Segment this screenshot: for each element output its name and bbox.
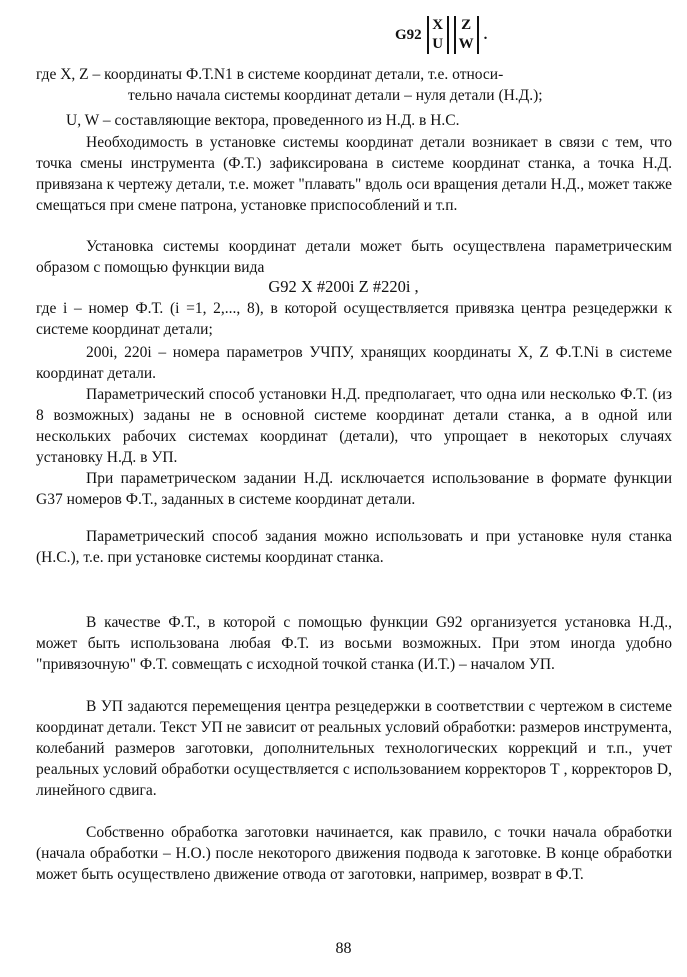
paragraph-necessity: Необходимость в установке системы координат детали возникает в связи с тем, что точка смены инструмента (Ф.Т.) зафиксирована в системе координат станка, а точка Н.Д. привязана к чертежу детали, т.е. может "плавать" вдоль оси вращения детали Н.Д., может также смещаться при смене патрона, установке приспособлений и т.п. (36, 134, 672, 214)
matrix-cell: Z (461, 17, 472, 33)
paragraph-where-i: где i – номер Ф.Т. (i =1, 2,..., 8), в которой осуществляется привязка центра резцедержки к системе координат детали; (36, 300, 672, 338)
paragraph-machine-zero: Параметрический способ задания можно использовать и при установке нуля станка (Н.С.), т.е. при установке системы координат станка. (36, 528, 672, 566)
definition-xz-line2: тельно начала системы координат детали – нуля детали (Н.Д.); (128, 87, 543, 104)
parametric-formula: G92 X #200i Z #220i , (268, 277, 419, 296)
formula-label: G92 (395, 26, 422, 43)
formula-g92 (395, 12, 487, 58)
matrix-cell: W (458, 36, 474, 52)
paragraph-g37: При параметрическом задании Н.Д. исключается использование в формате функции G37 номеров Ф.Т., заданных в системе координат детали. (36, 470, 672, 508)
definition-xz-line1: где X, Z – координаты Ф.Т.N1 в системе координат детали, т.е. относи- (36, 66, 504, 83)
formula-matrix-right (454, 16, 479, 54)
formula-matrix-left (427, 16, 449, 54)
paragraph-reference-point: В качестве Ф.Т., в которой с помощью функции G92 организуется установка Н.Д., может быть использована любая Ф.Т. из восьми возможных. При этом иногда удобно "привязочную" Ф.Т. совмещать с исходной точкой станка (И.Т.) – началом УП. (36, 614, 672, 673)
paragraph-machining-start: Собственно обработка заготовки начинается, как правило, с точки начала обработки (начала обработки – Н.О.) после некоторого движения подвода к заготовке. В конце обработки может быть осуществлено движение отвода от заготовки, например, возврат в Ф.Т. (36, 824, 672, 883)
matrix-cell: X (432, 17, 444, 33)
paragraph-parametric-setup: Установка системы координат детали может быть осуществлена параметрическим образом с помощью функции вида (36, 238, 672, 276)
definition-uw: U, W – составляющие вектора, проведенного из Н.Д. в Н.С. (66, 112, 460, 129)
paragraph-parametric-method: Параметрический способ установки Н.Д. предполагает, что одна или несколько Ф.Т. (из 8 возможных) заданы не в основной системе координат детали станка, а в одной или нескольких рабочих системах координат (детали), что упрощает в некоторых случаях установку Н.Д. в УП. (36, 386, 672, 466)
page-number: 88 (335, 940, 352, 957)
matrix-cell: U (432, 36, 444, 52)
formula-end: . (483, 26, 488, 43)
definition-xz (36, 64, 672, 106)
paragraph-program-moves: В УП задаются перемещения центра резцедержки в соответствии с чертежом в системе координат детали. Текст УП не зависит от реальных условий обработки: размеров инструмента, колебаний размеров заготовки, дополнительных технологических коррекций и т.п., учет реальных условий обработки осуществляется с использованием корректоров Т , корректоров D, линейного сдвига. (36, 698, 672, 799)
paragraph-parameters: 200i, 220i – номера параметров УЧПУ, хранящих координаты X, Z Ф.Т.Ni в системе координат детали. (36, 344, 672, 382)
